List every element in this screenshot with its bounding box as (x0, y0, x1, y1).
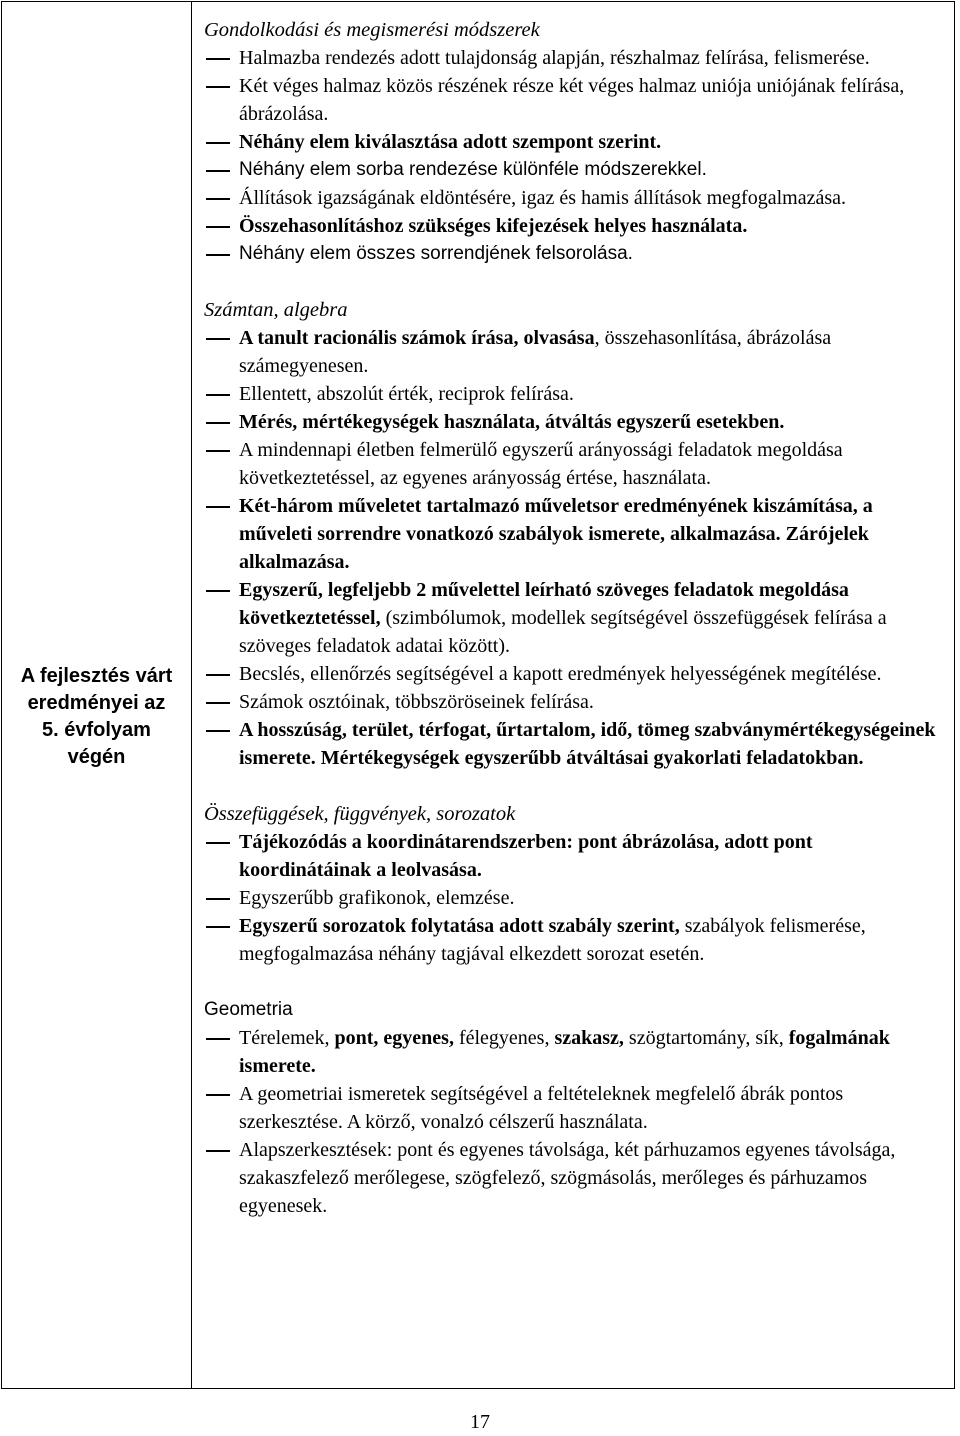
list-item (204, 324, 946, 380)
list-item-text: Néhány elem összes sorrendjének felsorolása. (239, 243, 633, 264)
list-item-text: Becslés, ellenőrzés segítségével a kapott eredmények helyességének megítélése. (239, 663, 882, 685)
list-item-text: Egyszerű sorozatok folytatása adott szabály szerint, (239, 915, 680, 937)
list-item-text: A geometriai ismeretek segítségével a feltételeknek megfelelő ábrák pontos szerkesztése. A körző, vonalzó célszerű használata. (239, 1083, 844, 1133)
list-item (204, 576, 946, 660)
list-item-text: Néhány elem kiválasztása adott szempont szerint. (239, 131, 662, 153)
list-item (204, 1136, 946, 1220)
list-item (204, 380, 946, 408)
list-item (204, 492, 946, 576)
list-item (204, 408, 946, 436)
outcomes-cell (192, 2, 954, 1388)
list-item-text: Egyszerű, legfeljebb 2 művelettel leírható szöveges feladatok megoldása következtetéssel, (239, 579, 849, 629)
list-item (204, 212, 946, 240)
bullet-list (204, 324, 946, 772)
list-item (204, 884, 946, 912)
list-item-text: Mérés, mértékegységek használata, átváltás egyszerű esetekben. (239, 411, 785, 433)
list-item (204, 688, 946, 716)
list-item-text: Egyszerűbb grafikonok, elemzése. (239, 887, 515, 909)
bullet-list (204, 1024, 946, 1220)
list-item-text: Alapszerkesztések: pont és egyenes távolsága, két párhuzamos egyenes távolsága, szakaszfelező merőlegese, szögfelező, szögmásolás, merőleges és párhuzamos egyenesek. (239, 1139, 896, 1217)
section-title: Gondolkodási és megismerési módszerek (204, 19, 540, 41)
list-item-text: szögtartomány, sík, (623, 1027, 789, 1049)
list-item (204, 240, 946, 268)
list-item-text: Két véges halmaz közös részének része két véges halmaz uniója uniójának felírása, ábrázolása. (239, 75, 905, 125)
list-item (204, 156, 946, 184)
list-item-text: A tanult racionális számok írása, olvasása (239, 327, 595, 349)
list-item-text: szabályok felismerése, megfogalmazása néhány tagjával elkezdett sorozat esetén. (239, 915, 866, 965)
list-item-text: Számok osztóinak, többszöröseinek felírása. (239, 691, 594, 713)
list-item-text: fogalmának ismerete. (239, 1027, 890, 1077)
list-item (204, 912, 946, 968)
list-item-text: Összehasonlításhoz szükséges kifejezések helyes használata. (239, 215, 748, 237)
row-header-line: eredményei az (27, 692, 166, 714)
list-item-text: (szimbólumok, modellek segítségével összefüggések felírása a szöveges feladatok adatai között). (239, 607, 887, 657)
list-item (204, 1080, 946, 1136)
list-item-text: Állítások igazságának eldöntésére, igaz és hamis állítások megfogalmazása. (239, 187, 847, 209)
list-item-text: Ellentett, abszolút érték, reciprok felírása. (239, 383, 574, 405)
list-item-text: pont, egyenes, (334, 1027, 454, 1049)
section-1 (204, 296, 946, 772)
list-item (204, 436, 946, 492)
list-item-text: Térelemek, (239, 1027, 335, 1049)
row-header-label (11, 663, 183, 771)
list-item-text: Tájékozódás a koordinátarendszerben: pont ábrázolása, adott pont koordinátáinak a leolvasása. (239, 831, 813, 881)
list-item-text: A mindennapi életben felmerülő egyszerű arányossági feladatok megoldása következtetéssel, az egyenes arányosság értése, használata. (239, 439, 843, 489)
section-2 (204, 800, 946, 968)
section-title: Összefüggések, függvények, sorozatok (204, 803, 516, 825)
page-number: 17 (470, 1411, 490, 1433)
bullet-list (204, 44, 946, 268)
section-0 (204, 16, 946, 268)
section-title: Geometria (204, 999, 293, 1020)
section-3 (204, 996, 946, 1220)
list-item (204, 1024, 946, 1080)
list-item-text: félegyenes, (453, 1027, 555, 1049)
list-item (204, 72, 946, 128)
section-title: Számtan, algebra (204, 299, 348, 321)
list-item-text: , összehasonlítása, ábrázolása számegyenesen. (239, 327, 832, 377)
row-header-line: 5. évfolyam (42, 719, 151, 741)
list-item (204, 128, 946, 156)
list-item-text: Halmazba rendezés adott tulajdonság alapján, részhalmaz felírása, felismerése. (239, 47, 870, 69)
list-item-text: Két-három műveletet tartalmazó műveletsor eredményének kiszámítása, a műveleti sorrendre vonatkozó szabályok ismerete, alkalmazása. Zárójelek alkalmazása. (239, 495, 873, 573)
list-item (204, 184, 946, 212)
row-header-line: végén (67, 746, 126, 768)
list-item-text: szakasz, (554, 1027, 624, 1049)
row-header-line: A fejlesztés várt (20, 665, 173, 687)
list-item (204, 716, 946, 772)
row-header-cell (2, 2, 192, 1388)
content-table (1, 1, 955, 1389)
list-item (204, 660, 946, 688)
list-item-text: A hosszúság, terület, térfogat, űrtartalom, idő, tömeg szabványmértékegységeinek ismerete. Mértékegységek egyszerűbb átváltásai gyakorlati feladatokban. (239, 719, 936, 769)
list-item (204, 828, 946, 884)
list-item-text: Néhány elem sorba rendezése különféle módszerekkel. (239, 159, 707, 180)
bullet-list (204, 828, 946, 968)
list-item (204, 44, 946, 72)
